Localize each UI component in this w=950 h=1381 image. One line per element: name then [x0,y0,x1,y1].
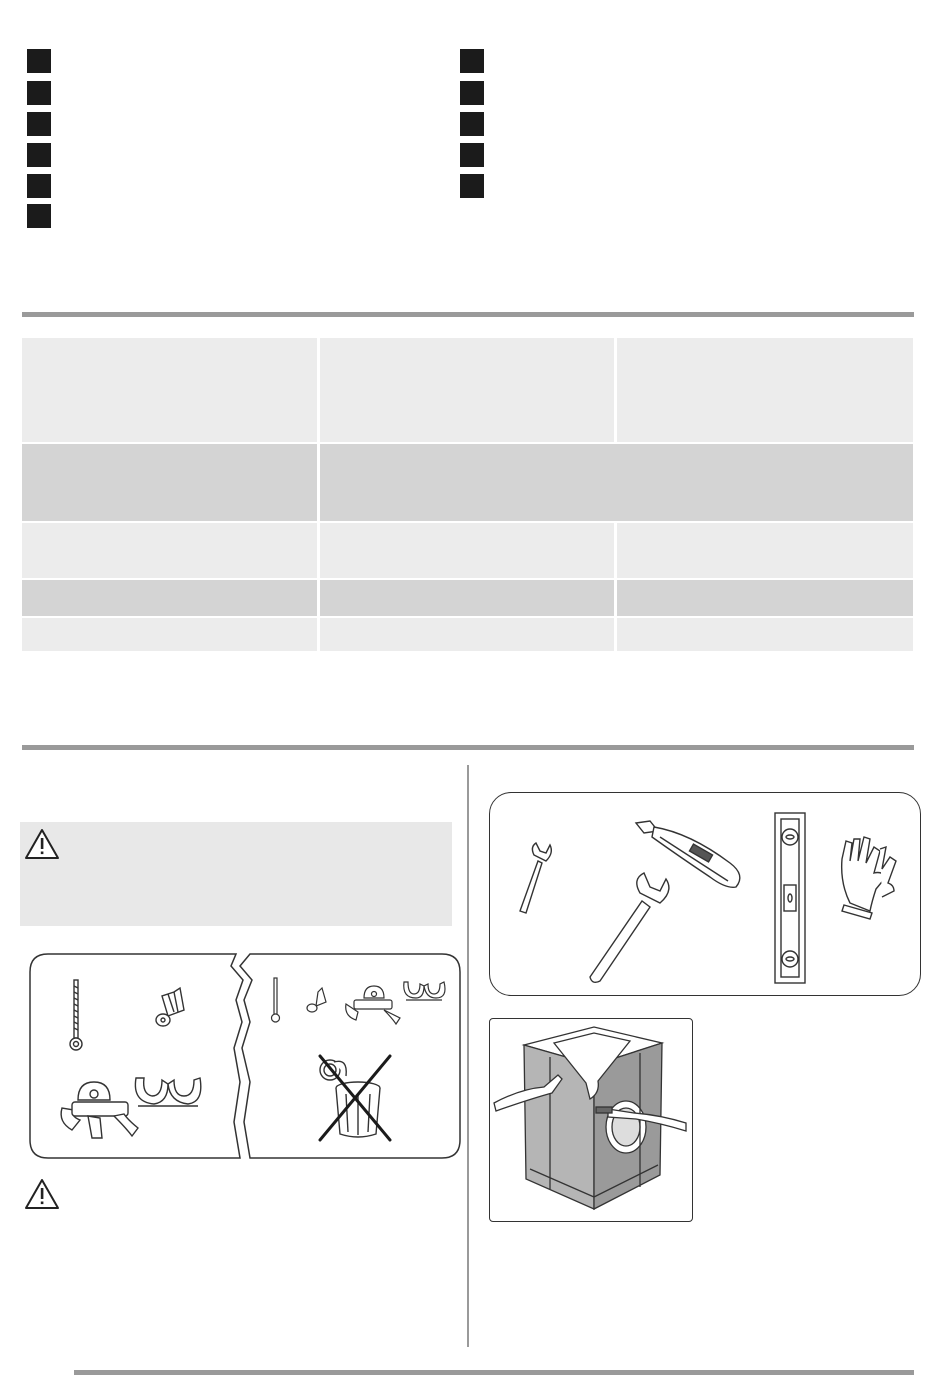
table-cell [617,523,913,578]
accessories-figure [28,952,464,1160]
table-cell [22,580,317,616]
large-wrench-icon [590,873,669,982]
item-badge-right-4 [460,143,484,167]
item-badge-left-2 [27,81,51,105]
item-badge-right-2 [460,81,484,105]
gloves-icon [842,837,896,919]
table-cell [320,580,614,616]
item-badge-left-5 [27,174,51,198]
table-cell [22,444,317,521]
warning-triangle-icon [24,1178,60,1210]
column-divider [467,765,469,1347]
table-cell [320,523,614,578]
tools-figure [489,792,921,996]
item-badge-left-6 [27,204,51,228]
item-badge-left-1 [27,49,51,73]
table-cell [320,618,614,651]
table-cell [617,580,913,616]
section-divider [22,745,914,750]
table-cell [320,338,614,442]
table-cell [617,618,913,651]
unpacking-figure [489,1018,693,1222]
section-divider [22,312,914,317]
item-badge-right-3 [460,112,484,136]
warning-box [20,822,452,926]
spirit-level-icon [775,813,805,983]
footer-divider [74,1370,914,1375]
item-badge-right-1 [460,49,484,73]
table-cell [22,523,317,578]
item-badge-left-4 [27,143,51,167]
item-badge-right-5 [460,174,484,198]
table-cell [22,338,317,442]
table-cell [320,444,913,521]
table-cell [22,618,317,651]
wrench-icon [520,843,551,913]
washing-machine-unpacking-illustration [494,1027,686,1209]
table-cell [617,338,913,442]
warning-triangle-icon [24,828,60,860]
item-badge-left-3 [27,112,51,136]
utility-knife-icon [636,821,740,887]
